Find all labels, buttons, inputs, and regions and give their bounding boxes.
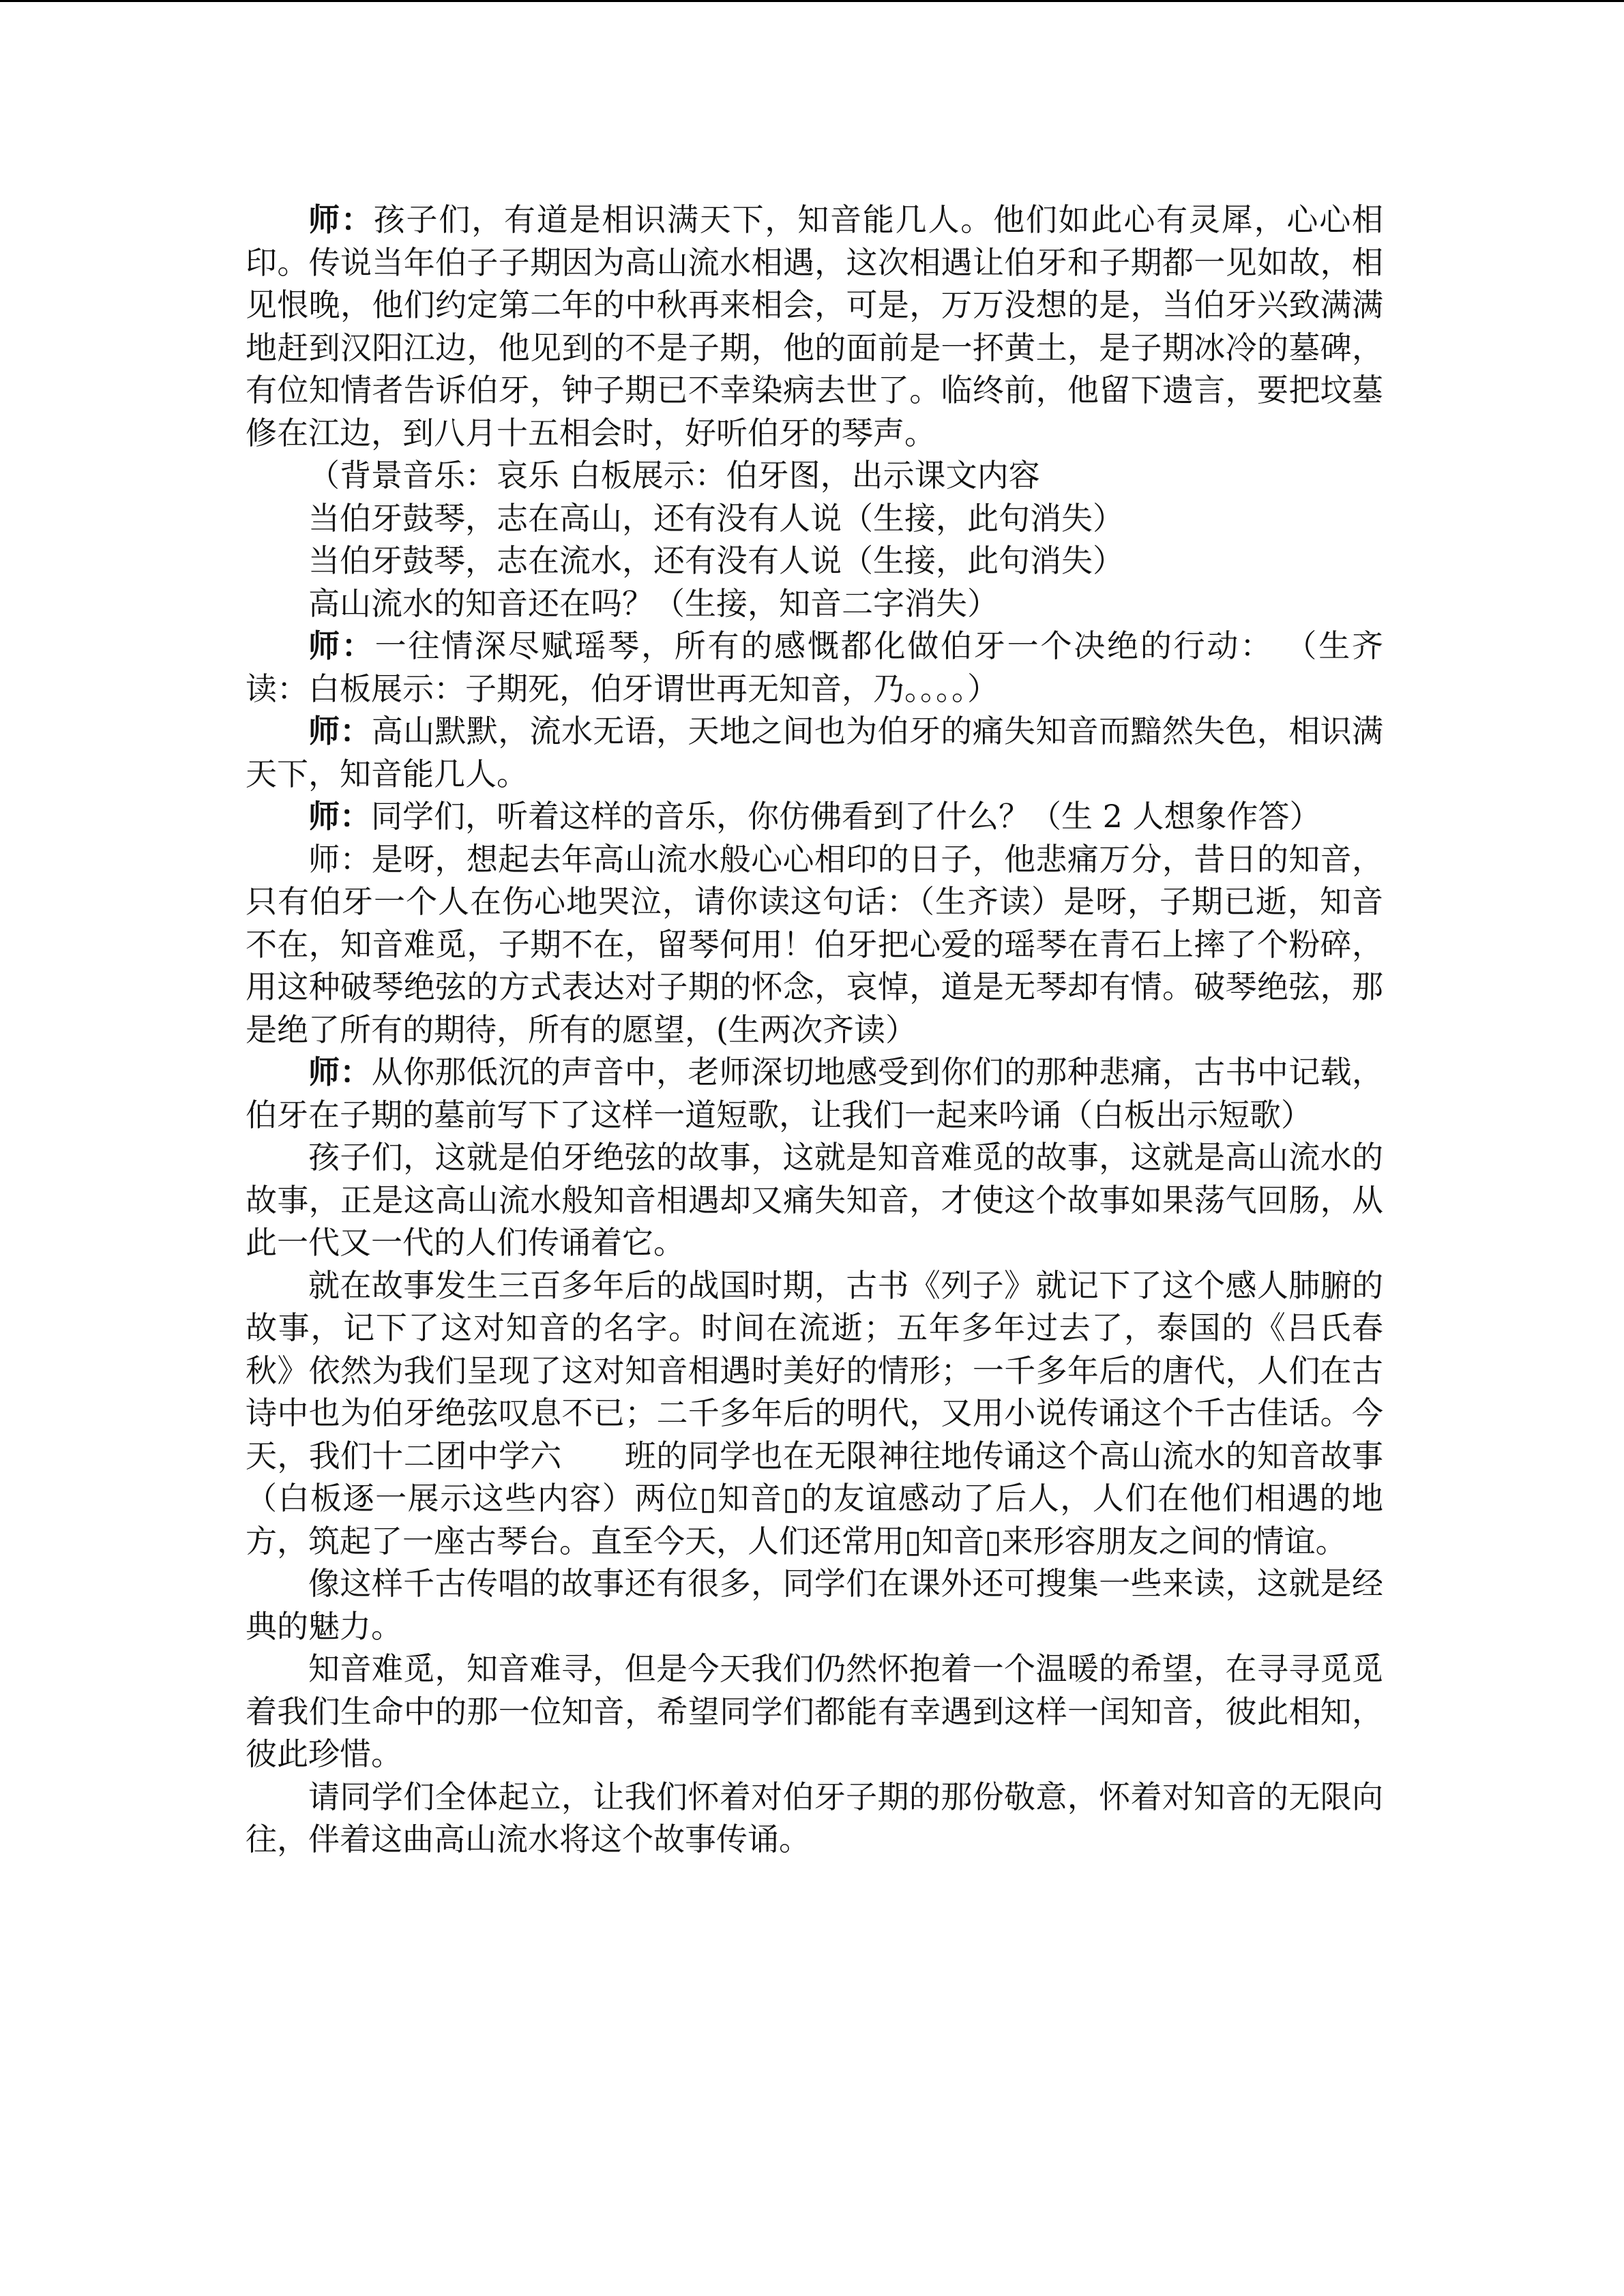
paragraph-text: 当伯牙鼓琴，志在流水，还有没有人说（生接，此句消失）	[308, 542, 1124, 579]
paragraph-10	[246, 1051, 1383, 1136]
paragraph-text: 孩子们，有道是相识满天下，知音能几人。他们如此心有灵犀，心心相印。传说当年伯子子期因为高山流水相遇，这次相遇让伯牙和子期都一见如故，相见恨晚，他们约定第二年的中秋再来相会，可是，万万没想的是，当伯牙兴致满满地赶到汉阳江边，他见到的不是子期，他的面前是一抔黄土，是子期冰冷的墓碑，有位知情者告诉伯牙，钟子期已不幸染病去世了。临终前，他留下遗言，要把坟墓修在江边，到八月十五相会时，好听伯牙的琴声。	[246, 201, 1383, 451]
paragraph-text: 从你那低沉的声音中，老师深切地感受到你们的那种悲痛，古书中记载，伯牙在子期的墓前写下了这样一道短歌，让我们一起来吟诵（白板出示短歌）	[246, 1054, 1384, 1133]
paragraph-2	[246, 454, 1383, 497]
paragraph-3	[246, 497, 1383, 540]
speaker-label: 师：	[308, 1054, 372, 1090]
speaker-label: 师：	[308, 201, 374, 238]
speaker-label: 师：	[308, 627, 375, 664]
paragraph-14	[246, 1648, 1383, 1776]
paragraph-text: 像这样千古传唱的故事还有很多，同学们在课外还可搜集一些来读，这就是经典的魅力。	[246, 1565, 1383, 1645]
paragraph-12	[246, 1264, 1383, 1563]
paragraph-11	[246, 1136, 1383, 1264]
paragraph-5	[246, 582, 1383, 625]
paragraph-text: （背景音乐：哀乐 白板展示：伯牙图，出示课文内容	[308, 457, 1040, 494]
paragraph-9	[246, 838, 1383, 1052]
document-body	[246, 198, 1383, 1861]
paragraph-1	[246, 198, 1383, 454]
paragraph-6	[246, 625, 1383, 710]
paragraph-13	[246, 1562, 1383, 1648]
paragraph-text-continued: 班的同学也在无限神往地传诵这个高山流水的知音故事（白板逐一展示这些内容）两位▯知音▯的友谊感动了后人，人们在他们相遇的地方，筑起了一座古琴台。直至今天，人们还常用▯知音▯来形容朋友之间的情谊。	[246, 1437, 1384, 1560]
paragraph-text: 当伯牙鼓琴，志在高山，还有没有人说（生接，此句消失）	[308, 499, 1124, 537]
paragraph-text: 同学们，听着这样的音乐，你仿佛看到了什么？（生 2 人想象作答）	[371, 798, 1321, 835]
paragraph-8	[246, 795, 1383, 838]
paragraph-text: 请同学们全体起立，让我们怀着对伯牙子期的那份敬意，怀着对知音的无限向往，伴着这曲高山流水将这个故事传诵。	[246, 1778, 1383, 1858]
speaker-label: 师：	[308, 713, 372, 749]
paragraph-text: 一往情深尽赋瑶琴，所有的感慨都化做伯牙一个决绝的行动： （生齐读：白板展示：子期死，伯牙谓世再无知音，乃。。。。）	[246, 627, 1384, 707]
paragraph-4	[246, 539, 1383, 582]
paragraph-text: 师：是呀，想起去年高山流水般心心相印的日子，他悲痛万分，昔日的知音，只有伯牙一个人在伤心地哭泣，请你读这句话：（生齐读）是呀，子期已逝，知音不在，知音难觅，子期不在，留琴何用！伯牙把心爱的瑶琴在青石上摔了个粉碎，用这种破琴绝弦的方式表达对子期的怀念，哀悼，道是无琴却有情。破琴绝弦，那是绝了所有的期待，所有的愿望，(生两次齐读）	[246, 840, 1383, 1048]
speaker-label: 师：	[308, 798, 371, 835]
paragraph-text: 高山流水的知音还在吗？（生接，知音二字消失）	[308, 584, 999, 622]
paragraph-7	[246, 710, 1383, 795]
paragraph-text: 孩子们，这就是伯牙绝弦的故事，这就是知音难觅的故事，这就是高山流水的故事，正是这高山流水般知音相遇却又痛失知音，才使这个故事如果荡气回肠，从此一代又一代的人们传诵着它。	[246, 1139, 1383, 1261]
paragraph-text: 知音难觅，知音难寻，但是今天我们仍然怀抱着一个温暖的希望，在寻寻觅觅着我们生命中的那一位知音，希望同学们都能有幸遇到这样一闰知音，彼此相知，彼此珍惜。	[246, 1650, 1383, 1772]
paragraph-15	[246, 1776, 1383, 1861]
paragraph-text: 高山默默，流水无语，天地之间也为伯牙的痛失知音而黯然失色，相识满天下，知音能几人。	[246, 713, 1384, 792]
paragraph-text: 就在故事发生三百多年后的战国时期，古书《列子》就记下了这个感人肺腑的故事，记下了这对知音的名字。时间在流逝；五年多年过去了，泰国的《吕氏春秋》依然为我们呈现了这对知音相遇时美好的情形；一千多年后的唐代，人们在古诗中也为伯牙绝弦叹息不已；二千多年后的明代，又用小说传诵这个千古佳话。今天，我们十二团中学六	[246, 1266, 1383, 1474]
